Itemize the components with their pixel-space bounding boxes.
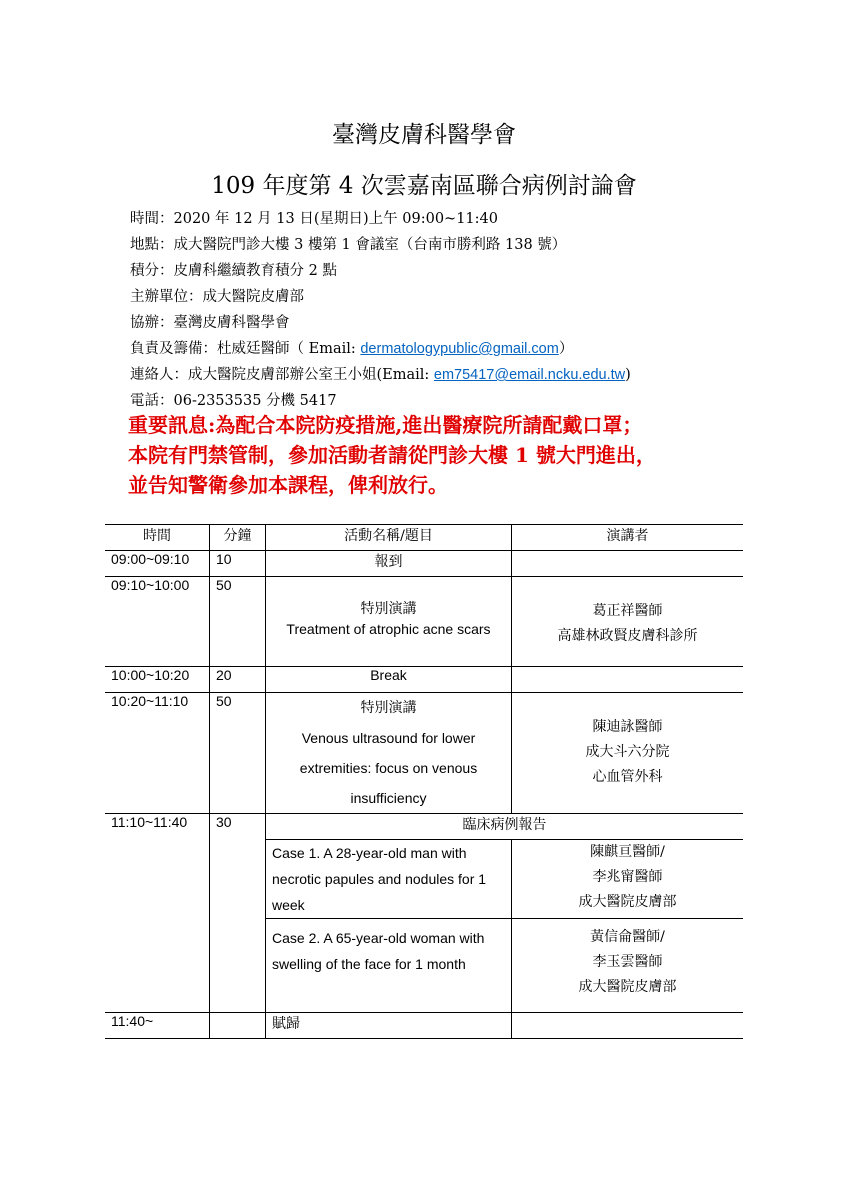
case-topic: Case 2. A 65-year-old woman with swelling of the face for 1 month (266, 919, 512, 1013)
row-minutes (210, 1013, 266, 1039)
row-minutes: 30 (210, 814, 266, 1013)
row-time: 11:40~ (105, 1013, 210, 1039)
info-time: 時間：2020 年 12 月 13 日(星期日)上午 09:00~11:40 (130, 211, 498, 227)
table-row (105, 667, 743, 693)
topic-category: 特別演講 (360, 700, 417, 716)
schedule-table (105, 524, 743, 1039)
speaker-name: 陳麒亘醫師/ (590, 844, 665, 860)
info-location: 地點：成大醫院門診大樓 3 樓第 1 會議室（台南市勝利路 138 號） (130, 237, 567, 253)
row-minutes: 50 (210, 693, 266, 814)
speaker-name: 李玉雲醫師 (592, 954, 663, 970)
header-minutes: 分鐘 (210, 525, 266, 551)
row-topic: 臨床病例報告 (462, 817, 547, 833)
speaker-affiliation: 成大醫院皮膚部 (578, 894, 677, 910)
table-row (105, 1013, 743, 1039)
topic-category: 特別演講 (360, 601, 417, 617)
speaker-name: 葛正祥醫師 (592, 603, 663, 619)
row-topic: Break (266, 667, 512, 693)
table-row (105, 551, 743, 577)
speaker-affiliation: 高雄林政賢皮膚科診所 (557, 628, 698, 644)
header-topic: 活動名稱/題目 (266, 525, 512, 551)
coordinator-email-link[interactable]: dermatologypublic@gmail.com (360, 341, 559, 357)
info-coordinator (130, 336, 631, 362)
notice-line-3: 並告知警衛參加本課程，俾利放行。 (128, 473, 448, 497)
table-header-row (105, 525, 743, 551)
contact-email-link[interactable]: em75417@email.ncku.edu.tw (433, 367, 626, 383)
speaker-affiliation: 成大斗六分院 (585, 744, 670, 760)
row-minutes: 20 (210, 667, 266, 693)
info-phone: 電話：06-2353535 分機 5417 (130, 393, 337, 409)
event-title: 109 年度第 4 次雲嘉南區聯合病例討論會 (211, 173, 637, 199)
row-topic: 報到 (266, 551, 512, 577)
topic-title: Treatment of atrophic acne scars (286, 621, 491, 637)
row-speaker (512, 693, 744, 814)
important-notice (128, 410, 656, 500)
row-speaker (512, 551, 744, 577)
row-time: 11:10~11:40 (105, 814, 210, 1013)
notice-line-2: 本院有門禁管制，參加活動者請從門診大樓 1 號大門進出， (128, 443, 656, 467)
coordinator-label: 負責及籌備：杜威廷醫師（ Email: (130, 341, 361, 357)
info-co-organizer: 協辦：臺灣皮膚科醫學會 (130, 315, 290, 331)
case-speakers (512, 919, 744, 1013)
info-organizer: 主辦單位：成大醫院皮膚部 (130, 289, 304, 305)
society-title: 臺灣皮膚科醫學會 (332, 122, 516, 148)
row-time: 09:10~10:00 (105, 577, 210, 667)
contact-suffix: ) (625, 367, 631, 383)
speaker-department: 心血管外科 (592, 769, 663, 785)
table-row (105, 577, 743, 667)
topic-title: Venous ultrasound for lower extremities: focus on venous insufficiency (299, 730, 478, 806)
info-credits: 積分：皮膚科繼續教育積分 2 點 (130, 263, 337, 279)
row-topic: 賦歸 (266, 1013, 512, 1039)
row-time: 09:00~09:10 (105, 551, 210, 577)
row-minutes: 10 (210, 551, 266, 577)
row-speaker (512, 577, 744, 667)
table-row (105, 693, 743, 814)
info-contact (130, 362, 631, 388)
speaker-affiliation: 成大醫院皮膚部 (578, 979, 677, 995)
coordinator-suffix: ） (558, 341, 574, 357)
row-topic (266, 577, 512, 667)
row-speaker (512, 667, 744, 693)
case-topic: Case 1. A 28-year-old man with necrotic papules and nodules for 1 week (266, 840, 512, 919)
speaker-name: 黃信侖醫師/ (590, 929, 665, 945)
speaker-name: 陳迪詠醫師 (592, 719, 663, 735)
notice-line-1: 重要訊息:為配合本院防疫措施,進出醫療院所請配戴口罩； (128, 413, 643, 437)
row-minutes: 50 (210, 577, 266, 667)
speaker-name: 李兆甯醫師 (592, 869, 663, 885)
case-speakers (512, 840, 744, 919)
row-time: 10:20~11:10 (105, 693, 210, 814)
row-topic (266, 693, 512, 814)
contact-label: 連絡人：成大醫院皮膚部辦公室王小姐(Email: (130, 367, 434, 383)
row-speaker (512, 1013, 744, 1039)
table-row (105, 814, 743, 840)
header-speaker: 演講者 (606, 528, 649, 544)
row-time: 10:00~10:20 (105, 667, 210, 693)
header-time: 時間 (105, 525, 210, 551)
event-info (130, 206, 631, 414)
